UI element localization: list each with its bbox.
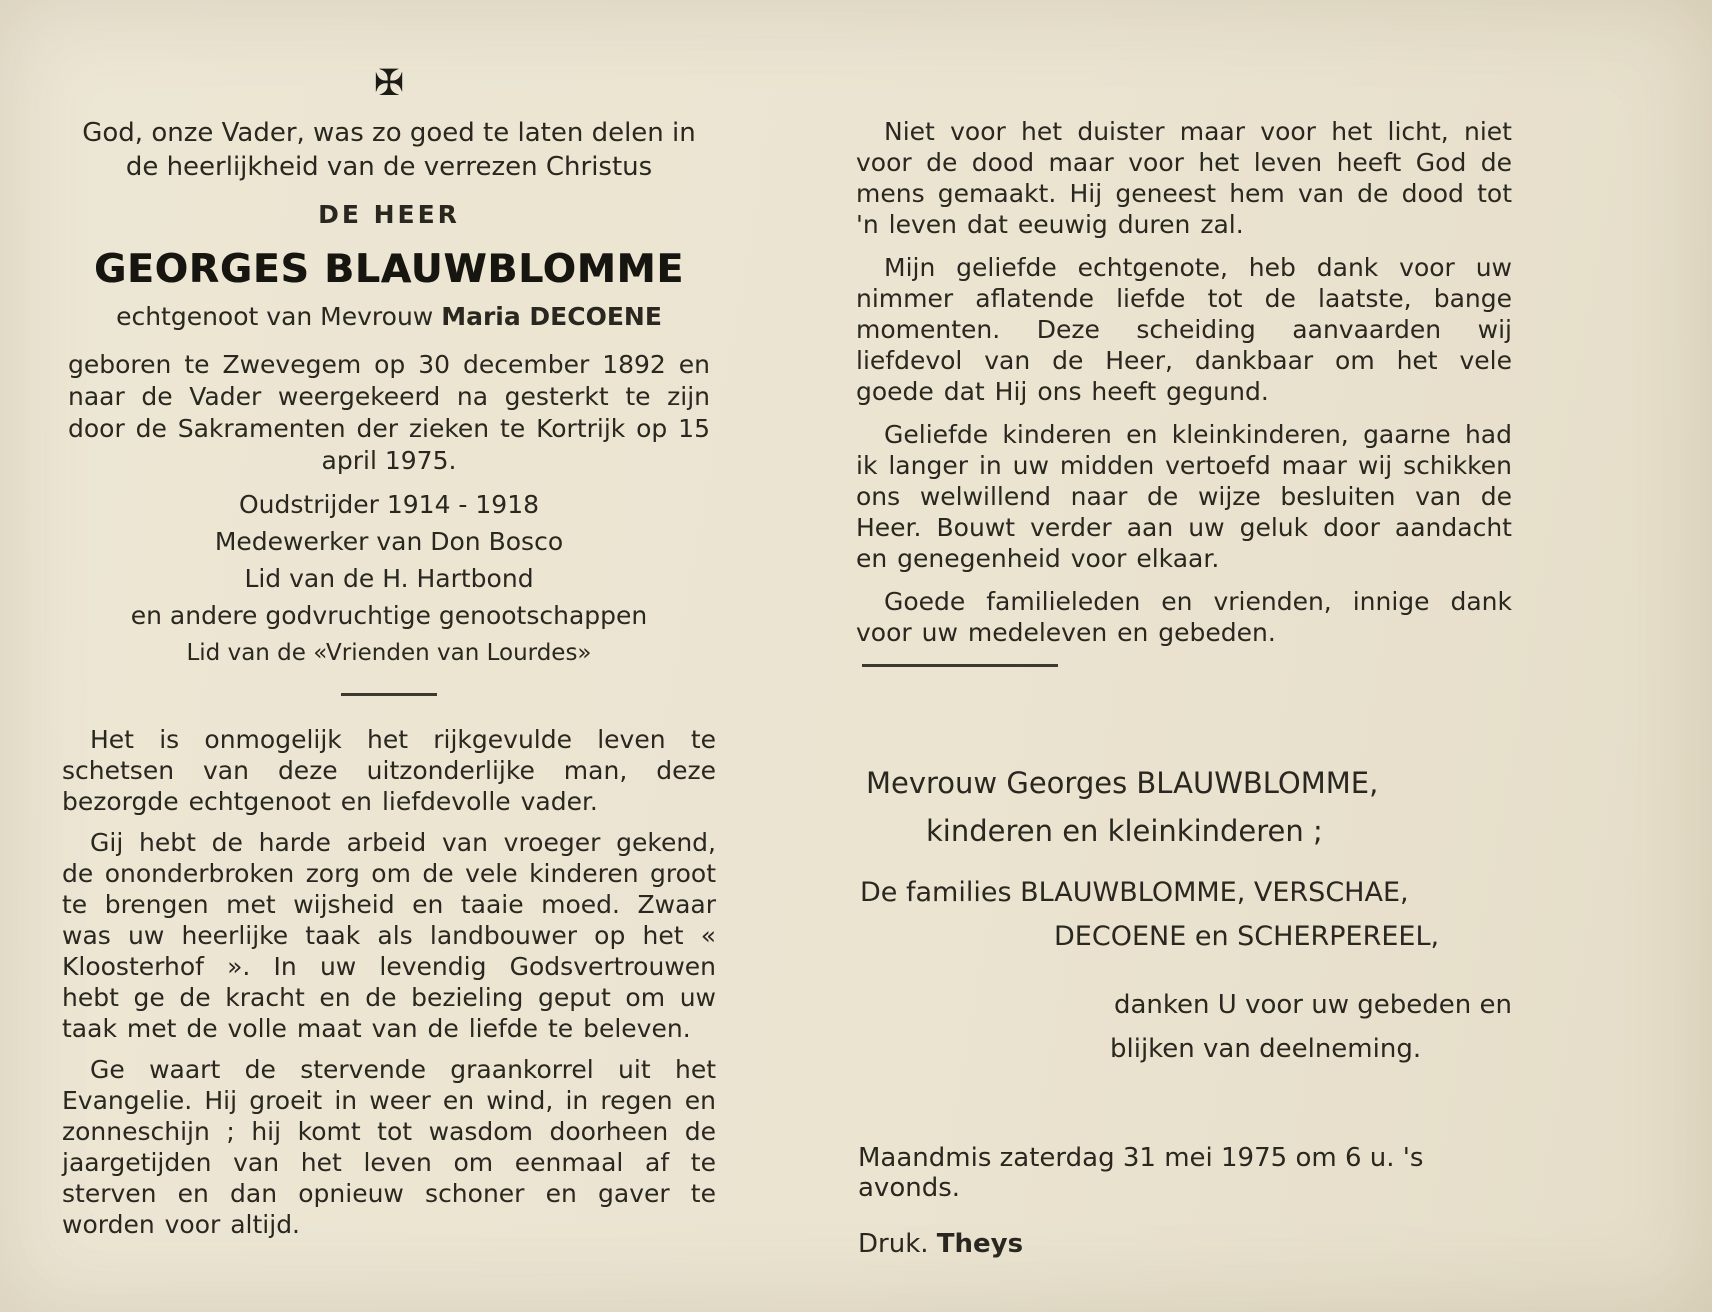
title-lourdes: Lid van de «Vrienden van Lourdes» <box>186 640 592 666</box>
left-paragraph-1: Het is onmogelijk het rijkgevulde leven te schetsen van deze uitzonderlijke man, deze bezorgde echtgenoot en liefdevolle vader. <box>62 725 716 816</box>
title-genootschappen: en andere godvruchtige genootschappen <box>130 601 648 630</box>
left-paragraph-3: Ge waart de stervende graankorrel uit het Evangelie. Hij groeit in weer en wind, in regen en zonneschijn ; hij komt tot wasdom doorheen de jaargetijden van het leven om eenmaal af te sterven en dan opnieuw schoner en gaver te worden voor altijd. <box>62 1055 716 1239</box>
right-paragraph-2: Mijn geliefde echtgenote, heb dank voor uw nimmer aflatende liefde tot de laatste, bange momenten. Deze scheiding aanvaarden wij liefdevol van de Heer, dankbaar om het vele goede dat Hij ons heeft gegund. <box>856 253 1512 406</box>
biography-text: geboren te Zwevegem op 30 december 1892 en naar de Vader weergekeerd na gesterkt te zijn door de Sakramenten der zieken te Kortrijk op 15 april 1975. <box>68 350 710 475</box>
mourning-family-block <box>856 759 1512 855</box>
spouse-prefix: echtgenoot van Mevrouw <box>116 302 434 331</box>
divider-right <box>862 664 1058 667</box>
right-paragraph-3: Geliefde kinderen en kleinkinderen, gaarne had ik langer in uw midden vertoefd maar wij schikken ons welwillend naar de wijze besluiten van de Heer. Bouwt verder aan uw geluk door aandacht en genegenheid voor elkaar. <box>856 420 1512 573</box>
title-oudstrijder: Oudstrijder 1914 - 1918 <box>238 490 540 519</box>
right-page <box>856 116 1512 1259</box>
deceased-name: GEORGES BLAUWBLOMME <box>93 247 684 292</box>
families-line-1: De families BLAUWBLOMME, VERSCHAE, <box>860 877 1409 908</box>
thanks-block <box>856 983 1512 1071</box>
mass-announcement: Maandmis zaterdag 31 mei 1975 om 6 u. 's avonds. <box>858 1143 1424 1203</box>
right-paragraph-1: Niet voor het duister maar voor het licht, niet voor de dood maar voor het leven heeft God de mens gemaakt. Hij geneest hem van de dood tot 'n leven dat eeuwig duren zal. <box>856 117 1512 239</box>
title-hartbond: Lid van de H. Hartbond <box>244 564 534 593</box>
related-families-block <box>856 871 1512 959</box>
printer-label: Druk. <box>858 1229 929 1259</box>
spouse-line <box>62 302 716 331</box>
intro-text: God, onze Vader, was zo goed te laten delen in de heerlijkheid van de verrezen Christus <box>82 118 696 182</box>
cross-icon: ✠ <box>373 63 405 104</box>
thanks-line-1: danken U voor uw gebeden en <box>1114 990 1512 1020</box>
family-line-2: kinderen en kleinkinderen ; <box>926 814 1323 848</box>
printer-name: Theys <box>936 1229 1024 1259</box>
families-line-2: DECOENE en SCHERPEREEL, <box>1054 921 1440 952</box>
divider-left <box>341 693 437 696</box>
family-line-1: Mevrouw Georges BLAUWBLOMME, <box>866 766 1379 800</box>
printer-line <box>858 1229 1512 1259</box>
left-page <box>62 64 716 1250</box>
right-paragraph-4: Goede familieleden en vrienden, innige dank voor uw medeleven en gebeden. <box>856 587 1512 647</box>
spouse-name: Maria DECOENE <box>441 302 662 331</box>
title-don-bosco: Medewerker van Don Bosco <box>214 527 564 556</box>
de-heer-label: DE HEER <box>318 200 460 229</box>
thanks-line-2: blijken van deelneming. <box>1110 1034 1422 1064</box>
left-paragraph-2: Gij hebt de harde arbeid van vroeger gekend, de ononderbroken zorg om de vele kinderen groot te brengen met wijsheid en taaie moed. Zwaar was uw heerlijke taak als landbouwer op het « Kloosterhof ». In uw levendig Godsvertrouwen hebt ge de kracht en de bezieling geput om uw taak met de volle maat van de liefde te beleven. <box>62 828 716 1043</box>
